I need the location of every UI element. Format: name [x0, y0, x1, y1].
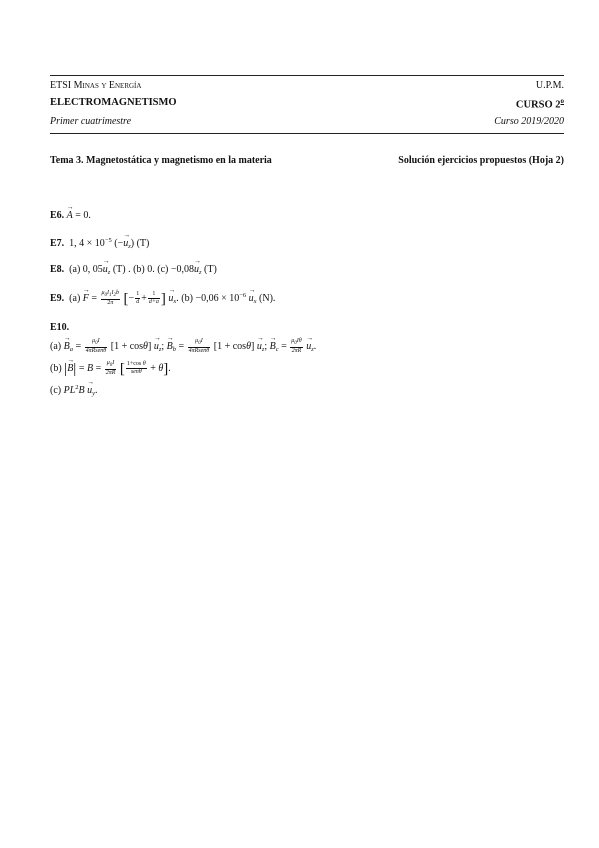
e6-label: E6.	[50, 210, 65, 221]
header-row-1	[50, 80, 564, 91]
e9-b-sub: x	[253, 297, 257, 305]
e7-exp: −5	[104, 237, 112, 244]
university-name: U.P.M.	[535, 80, 564, 91]
school-name: ETSI Minas y Energía	[50, 80, 142, 91]
e9-fraction-1: $\frac{\mu_0I_1I_2b}{2\pi}$	[101, 290, 120, 307]
topic-subtitle: Solución ejercicios propuestos (Hoja 2)	[398, 155, 564, 166]
header-row-2	[50, 97, 564, 111]
e10-part-c: (c) $PL^2B \to u_y$.	[50, 384, 98, 397]
e6-vector-a: → A	[67, 210, 73, 221]
e9-fraction-3: $\frac{1}{d+a}$	[148, 291, 159, 306]
exercise-e10-heading	[50, 322, 69, 333]
e9-label: E9.	[50, 292, 65, 304]
exercise-e9: E9. (a) → F = $\frac{\mu_0I_1I_2b}{2\pi}$ [− $\frac{1}{d}$ + $\frac{1}{d+a}$ ] → $u_x$. $(b) -0,06 \times 10^{-6} \to u_x$ (N).	[50, 290, 275, 308]
e9-exp: −6	[239, 291, 247, 299]
year-label: Curso 2019/2020	[494, 116, 564, 127]
header-row-3	[50, 116, 564, 127]
exercise-e6: E6. → A = 0.	[50, 210, 91, 221]
e8-label: E8.	[50, 264, 65, 275]
header-top-rule	[50, 75, 564, 76]
e10-part-b: (b) |→ B| = B = $\frac{\mu_0I}{2\pi R}$ [ $\frac{\text{1+cos θ}}{\text{senθ}}$ + θ].	[50, 360, 171, 378]
e10-c-sub: y	[92, 390, 96, 397]
course-label: CURSO 2$^o$	[515, 97, 564, 111]
exercise-e7: E7. 1, $4 \times 10^{-5}$ (−→ $u_z$) (T)	[50, 237, 149, 250]
e9-fraction-2: $\frac{1}{d}$	[136, 291, 140, 306]
e10-b-prefix: (b)	[50, 362, 62, 374]
e7-sub: z	[128, 243, 131, 250]
e10-c-prefix: (c)	[50, 385, 62, 396]
topic-row	[50, 155, 564, 166]
e7-value: 1, 4 × 10	[69, 238, 105, 249]
e8-a-sub: z	[107, 269, 111, 276]
e10-label: E10.	[50, 322, 70, 333]
topic-title: Tema 3. Magnetostática y magnetismo en la materia	[50, 155, 272, 166]
e10-part-a: $(a) \to B_a$ = $\frac{\mu_0I}{\text{4πRsenθ}}$ $[1 + \cos\theta] \to u_z$; → $B_b$ = $\frac{\mu_0I}{\text{4πRsenθ}}$ $[1 + \cos\theta] \to u_z$; → $B_c$ = $\frac{\mu_0I\theta}{2\pi R}$ → $u_z$.	[50, 338, 316, 355]
e8-unit-vector-c: → u	[194, 264, 199, 275]
e7-label: E7.	[50, 238, 65, 249]
e10-a-prefix: (a)	[50, 340, 62, 352]
exercise-e8: E8. (a) 0, $05\to u_z$ (T) . (b) 0. $(c) -0,08\to u_z$ (T)	[50, 264, 217, 276]
e7-unit-vector: → u	[123, 238, 128, 249]
e8-c-sub: z	[198, 269, 202, 276]
course-ordinal: o	[560, 97, 564, 105]
subject-title: ELECTROMAGNETISMO	[50, 97, 177, 108]
header-bottom-rule	[50, 133, 564, 134]
e8-unit-vector-a: → u	[103, 264, 108, 275]
e9-force-vector: → F	[83, 293, 89, 304]
term-label: Primer cuatrimestre	[50, 116, 132, 127]
